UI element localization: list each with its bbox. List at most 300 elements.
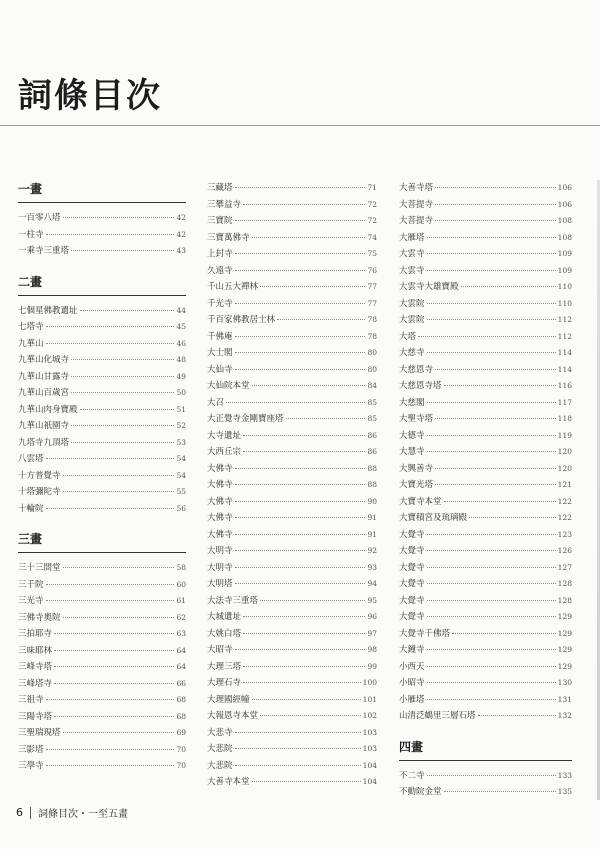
- entry-page-number: 131: [557, 694, 572, 704]
- toc-entry[interactable]: [18, 352, 186, 369]
- toc-entry[interactable]: [207, 230, 377, 247]
- toc-entry[interactable]: [18, 692, 186, 709]
- entry-page-number: 70: [176, 744, 186, 754]
- toc-entry[interactable]: [207, 428, 377, 445]
- toc-entry[interactable]: [399, 784, 572, 801]
- toc-entry[interactable]: [207, 477, 377, 494]
- dot-leader: [235, 303, 366, 304]
- toc-entry[interactable]: [18, 319, 186, 336]
- dot-leader: [235, 534, 366, 535]
- toc-entry[interactable]: [399, 543, 572, 560]
- entry-title: 九華山: [18, 338, 44, 349]
- entry-title: 千光寺: [207, 298, 233, 309]
- entry-page-number: 80: [367, 364, 377, 374]
- entry-title: 大德寺: [399, 430, 425, 441]
- entry-page-number: 112: [557, 331, 572, 341]
- entry-page-number: 114: [557, 364, 572, 374]
- entry-page-number: 46: [176, 338, 186, 348]
- toc-column-2: [207, 180, 377, 791]
- entry-title: 大善寺塔: [399, 183, 434, 193]
- dot-leader: [80, 310, 175, 311]
- dot-leader: [427, 682, 556, 683]
- entry-title: 七個星佛教遺址: [18, 305, 78, 316]
- toc-entry[interactable]: [399, 296, 572, 313]
- toc-entry[interactable]: [207, 708, 377, 725]
- toc-entry[interactable]: [18, 659, 186, 676]
- toc-entry[interactable]: [399, 230, 572, 247]
- dot-leader: [427, 550, 556, 551]
- toc-entry[interactable]: [399, 378, 572, 395]
- entry-title: 大鐘寺: [399, 645, 425, 655]
- dot-leader: [427, 237, 556, 238]
- entry-page-number: 51: [176, 404, 186, 414]
- dot-leader: [54, 633, 174, 634]
- entry-title: 三味耶林: [18, 645, 53, 656]
- entry-title: 九華山肉身寶殿: [18, 404, 78, 415]
- entry-page-number: 78: [367, 315, 377, 324]
- entry-title: 大覺寺: [399, 562, 425, 573]
- toc-entry[interactable]: [399, 527, 572, 544]
- dot-leader: [427, 649, 556, 650]
- entry-title: 大菩提寺: [399, 216, 434, 226]
- dot-leader: [46, 699, 175, 700]
- entry-page-number: 70: [176, 761, 186, 770]
- dot-leader: [243, 666, 365, 667]
- footer-separator: [30, 807, 31, 819]
- dot-leader: [418, 336, 556, 337]
- entry-page-number: 90: [367, 496, 377, 506]
- toc-entry[interactable]: [18, 501, 186, 518]
- entry-title: 大明塔: [207, 579, 233, 589]
- toc-entry[interactable]: [18, 210, 186, 227]
- entry-page-number: 118: [557, 414, 572, 423]
- toc-entry[interactable]: [18, 385, 186, 402]
- entry-page-number: 97: [367, 628, 377, 638]
- entry-page-number: 129: [557, 645, 572, 654]
- entry-title: 大法寺三重塔: [207, 595, 259, 606]
- toc-entry[interactable]: [399, 329, 572, 346]
- toc-entry[interactable]: [399, 477, 572, 494]
- toc-entry[interactable]: [399, 659, 572, 676]
- toc-entry[interactable]: [18, 303, 186, 320]
- dot-leader: [235, 484, 366, 485]
- toc-entry[interactable]: [399, 626, 572, 643]
- entry-title: 九塔寺九頂塔: [18, 437, 70, 448]
- toc-entry[interactable]: [18, 560, 186, 577]
- entry-page-number: 58: [176, 563, 186, 572]
- entry-page-number: 91: [367, 513, 377, 522]
- toc-entry[interactable]: [399, 345, 572, 362]
- toc-entry[interactable]: [207, 692, 377, 709]
- entry-title: 三寶院: [207, 216, 233, 226]
- toc-entry[interactable]: [18, 758, 186, 775]
- dot-leader: [452, 633, 556, 634]
- dot-leader: [71, 359, 174, 360]
- toc-entry[interactable]: [18, 451, 186, 468]
- dot-leader: [46, 600, 175, 601]
- toc-entry[interactable]: [207, 411, 377, 428]
- entry-title: 大昭寺: [207, 645, 233, 655]
- dot-leader: [235, 649, 366, 650]
- entry-page-number: 106: [557, 183, 572, 192]
- entry-title: 大悲院: [207, 744, 233, 754]
- entry-title: 大召: [207, 397, 225, 408]
- entry-page-number: 94: [367, 579, 377, 588]
- dot-leader: [226, 402, 365, 403]
- entry-page-number: 108: [557, 232, 572, 242]
- entry-page-number: 68: [176, 695, 186, 704]
- dot-leader: [235, 732, 361, 733]
- entry-title: 大明寺: [207, 562, 233, 573]
- toc-entry[interactable]: [207, 725, 377, 742]
- toc-entry[interactable]: [399, 593, 572, 610]
- entry-page-number: 129: [557, 628, 572, 638]
- entry-title: 大西丘宗: [207, 447, 242, 457]
- dot-leader: [243, 204, 365, 205]
- dot-leader: [435, 484, 556, 485]
- dot-leader: [478, 715, 556, 716]
- dot-leader: [260, 600, 365, 601]
- dot-leader: [71, 250, 174, 251]
- dot-leader: [235, 352, 366, 353]
- entry-page-number: 50: [176, 388, 186, 397]
- entry-page-number: 75: [367, 249, 377, 258]
- dot-leader: [243, 616, 365, 617]
- toc-section: [207, 180, 377, 791]
- entry-page-number: 43: [176, 246, 186, 255]
- toc-entry[interactable]: [399, 428, 572, 445]
- entry-page-number: 68: [176, 711, 186, 721]
- entry-title: 十方普覺寺: [18, 470, 61, 481]
- dot-leader: [235, 517, 366, 518]
- toc-entry[interactable]: [207, 741, 377, 758]
- entry-title: 十輪院: [18, 503, 44, 514]
- entry-title: 大寶光塔: [399, 480, 434, 490]
- toc-entry[interactable]: [18, 577, 186, 594]
- entry-page-number: 86: [367, 447, 377, 456]
- entry-title: 大慈恩寺: [399, 364, 434, 375]
- entry-page-number: 109: [557, 249, 572, 258]
- toc-entry[interactable]: [207, 312, 377, 329]
- dot-leader: [427, 699, 556, 700]
- entry-title: 大慈寺: [399, 348, 425, 358]
- entry-page-number: 102: [362, 711, 377, 720]
- entry-page-number: 44: [176, 305, 186, 315]
- entry-title: 三千院: [18, 579, 44, 590]
- dot-leader: [71, 392, 174, 393]
- dot-leader: [235, 468, 366, 469]
- toc-entry[interactable]: [207, 362, 377, 379]
- dot-leader: [243, 451, 365, 452]
- toc-entry[interactable]: [18, 418, 186, 435]
- dot-leader: [46, 584, 175, 585]
- dot-leader: [427, 270, 556, 271]
- dot-leader: [80, 409, 175, 410]
- page-footer: [16, 805, 128, 820]
- entry-page-number: 122: [557, 513, 572, 522]
- toc-entry[interactable]: [399, 675, 572, 692]
- entry-page-number: 74: [367, 232, 377, 242]
- entry-title: 三佛寺奧院: [18, 612, 61, 623]
- entry-page-number: 64: [176, 645, 186, 655]
- entry-title: 千山五大禪林: [207, 282, 259, 292]
- entry-page-number: 135: [557, 787, 572, 796]
- toc-entry[interactable]: [18, 227, 186, 244]
- footer-label: 詞條目次・一至五畫: [38, 809, 128, 820]
- entry-page-number: 72: [367, 216, 377, 225]
- entry-title: 大塔: [399, 331, 417, 342]
- toc-entry[interactable]: [207, 197, 377, 214]
- dot-leader: [46, 749, 175, 750]
- toc-entry[interactable]: [207, 543, 377, 560]
- dot-leader: [243, 633, 365, 634]
- toc-entry[interactable]: [399, 362, 572, 379]
- entry-title: 大城遺址: [207, 612, 242, 622]
- entry-page-number: 48: [176, 355, 186, 364]
- toc-entry[interactable]: [399, 263, 572, 280]
- dot-leader: [444, 791, 556, 792]
- toc-entry[interactable]: [18, 742, 186, 759]
- entry-title: 不動院金堂: [399, 787, 442, 797]
- toc-entry[interactable]: [207, 279, 377, 296]
- toc-column-3: [399, 180, 572, 801]
- entry-title: 大正覺寺金剛寶座塔: [207, 414, 284, 424]
- toc-entry[interactable]: [207, 180, 377, 197]
- entry-title: 大佛寺: [207, 529, 233, 540]
- toc-section: [18, 530, 186, 775]
- entry-title: 小昭寺: [399, 678, 425, 688]
- dot-leader: [252, 237, 366, 238]
- entry-title: 大慈恩寺塔: [399, 381, 442, 391]
- toc-entry[interactable]: [399, 411, 572, 428]
- entry-title: 三影塔: [18, 744, 44, 755]
- dot-leader: [71, 442, 174, 443]
- entry-page-number: 103: [362, 727, 377, 737]
- dot-leader: [235, 501, 366, 502]
- toc-entry[interactable]: [18, 643, 186, 660]
- dot-leader: [46, 508, 175, 509]
- toc-entry[interactable]: [207, 246, 377, 263]
- toc-entry[interactable]: [18, 369, 186, 386]
- entry-title: 大聖寺塔: [399, 414, 434, 424]
- entry-title: 大寶寺本堂: [399, 496, 442, 507]
- toc-entry[interactable]: [207, 263, 377, 280]
- toc-entry[interactable]: [207, 626, 377, 643]
- entry-page-number: 96: [367, 612, 377, 621]
- dot-leader: [46, 343, 175, 344]
- entry-title: 大理石寺: [207, 678, 242, 688]
- dot-leader: [277, 319, 365, 320]
- dot-leader: [46, 326, 175, 327]
- entry-page-number: 62: [176, 612, 186, 622]
- toc-entry[interactable]: [399, 576, 572, 593]
- dot-leader: [63, 617, 175, 618]
- toc-entry[interactable]: [399, 279, 572, 296]
- toc-entry[interactable]: [18, 676, 186, 693]
- dot-leader: [54, 716, 174, 717]
- dot-leader: [54, 683, 174, 684]
- entry-page-number: 132: [557, 711, 572, 720]
- entry-title: 大仙院本堂: [207, 381, 250, 391]
- toc-entry[interactable]: [18, 709, 186, 726]
- entry-title: 大士閣: [207, 348, 233, 358]
- entry-page-number: 106: [557, 199, 572, 209]
- entry-title: 大雲寺大雄寶殿: [399, 282, 459, 292]
- dot-leader: [63, 491, 175, 492]
- toc-entry[interactable]: [207, 378, 377, 395]
- toc-entry[interactable]: [399, 642, 572, 659]
- toc-entry[interactable]: [207, 642, 377, 659]
- entry-title: 小雁塔: [399, 694, 425, 705]
- toc-entry[interactable]: [207, 213, 377, 230]
- toc-entry[interactable]: [18, 468, 186, 485]
- entry-page-number: 64: [176, 662, 186, 671]
- toc-entry[interactable]: [18, 593, 186, 610]
- toc-entry[interactable]: [399, 692, 572, 709]
- toc-entry[interactable]: [207, 774, 377, 791]
- toc-entry[interactable]: [207, 395, 377, 412]
- dot-leader: [427, 616, 556, 617]
- entry-page-number: 121: [557, 480, 572, 489]
- toc-entry[interactable]: [207, 758, 377, 775]
- toc-entry[interactable]: [18, 402, 186, 419]
- toc-entry[interactable]: [399, 461, 572, 478]
- entry-page-number: 54: [176, 470, 186, 480]
- entry-page-number: 45: [176, 322, 186, 331]
- entry-title: 三拍耶寺: [18, 629, 53, 639]
- entry-title: 大覺寺千佛塔: [399, 628, 451, 639]
- dot-leader: [444, 385, 556, 386]
- dot-leader: [427, 600, 556, 601]
- toc-entry[interactable]: [18, 626, 186, 643]
- entry-title: 大明寺: [207, 546, 233, 556]
- toc-entry[interactable]: [207, 560, 377, 577]
- dot-leader: [461, 286, 556, 287]
- entry-title: 三學寺: [18, 761, 44, 771]
- toc-entry[interactable]: [18, 610, 186, 627]
- toc-entry[interactable]: [399, 510, 572, 527]
- toc-entry[interactable]: [399, 768, 572, 785]
- entry-page-number: 60: [176, 579, 186, 589]
- dot-leader: [427, 402, 556, 403]
- entry-page-number: 108: [557, 216, 572, 225]
- toc-entry[interactable]: [399, 180, 572, 197]
- toc-entry[interactable]: [399, 609, 572, 626]
- entry-page-number: 101: [362, 694, 377, 704]
- toc-entry[interactable]: [18, 725, 186, 742]
- entry-page-number: 54: [176, 454, 186, 463]
- page-number: 6: [16, 806, 23, 819]
- entry-page-number: 52: [176, 421, 186, 430]
- entry-title: 大雲院: [399, 298, 425, 309]
- entry-title: 大覺寺: [399, 546, 425, 556]
- toc-entry[interactable]: [207, 659, 377, 676]
- toc-entry[interactable]: [207, 296, 377, 313]
- toc-entry[interactable]: [18, 484, 186, 501]
- entry-page-number: 85: [367, 397, 377, 407]
- dot-leader: [427, 253, 556, 254]
- toc-entry[interactable]: [18, 435, 186, 452]
- toc-entry[interactable]: [207, 576, 377, 593]
- toc-section: [399, 738, 572, 801]
- entry-title: 大雲寺: [399, 249, 425, 259]
- entry-title: 大悲寺: [207, 727, 233, 738]
- dot-leader: [252, 385, 366, 386]
- toc-entry[interactable]: [207, 527, 377, 544]
- toc-entry[interactable]: [399, 197, 572, 214]
- toc-entry[interactable]: [399, 246, 572, 263]
- entry-page-number: 98: [367, 645, 377, 654]
- entry-title: 大覺寺: [399, 579, 425, 589]
- entry-title: 大佛寺: [207, 496, 233, 507]
- entry-page-number: 109: [557, 265, 572, 275]
- entry-page-number: 86: [367, 430, 377, 440]
- dot-leader: [252, 781, 361, 782]
- entry-page-number: 114: [557, 348, 572, 357]
- entry-page-number: 104: [362, 760, 377, 770]
- toc-entry[interactable]: [207, 329, 377, 346]
- entry-page-number: 95: [367, 595, 377, 605]
- toc-entry[interactable]: [207, 345, 377, 362]
- toc-column-1: [18, 180, 186, 775]
- dot-leader: [444, 501, 556, 502]
- entry-page-number: 53: [176, 437, 186, 447]
- entry-title: 三寶萬佛寺: [207, 232, 250, 243]
- toc-entry[interactable]: [399, 494, 572, 511]
- toc-entry[interactable]: [399, 395, 572, 412]
- toc-entry[interactable]: [207, 593, 377, 610]
- entry-page-number: 130: [557, 678, 572, 687]
- toc-entry[interactable]: [207, 510, 377, 527]
- entry-page-number: 88: [367, 480, 377, 489]
- section-heading: 三畫: [18, 530, 186, 553]
- toc-entry[interactable]: [18, 243, 186, 260]
- toc-entry[interactable]: [399, 560, 572, 577]
- entry-page-number: 128: [557, 595, 572, 605]
- dot-leader: [54, 650, 174, 651]
- entry-title: 大佛寺: [207, 513, 233, 523]
- dot-leader: [427, 583, 556, 584]
- entry-title: 大善寺本堂: [207, 777, 250, 787]
- entry-title: 千佛庵: [207, 331, 233, 342]
- toc-entry[interactable]: [18, 336, 186, 353]
- toc-entry[interactable]: [207, 461, 377, 478]
- toc-entry[interactable]: [207, 494, 377, 511]
- toc-entry[interactable]: [207, 609, 377, 626]
- entry-page-number: 117: [557, 397, 572, 407]
- toc-entry[interactable]: [399, 312, 572, 329]
- entry-title: 九華山百歲宮: [18, 388, 70, 398]
- entry-title: 八雲塔: [18, 454, 44, 464]
- dot-leader: [427, 352, 556, 353]
- toc-entry[interactable]: [399, 708, 572, 725]
- entry-title: 三藏塔: [207, 183, 233, 193]
- entry-title: 七塔寺: [18, 322, 44, 332]
- dot-leader: [260, 715, 361, 716]
- entry-page-number: 71: [367, 183, 377, 192]
- toc-entry[interactable]: [399, 213, 572, 230]
- entry-page-number: 63: [176, 629, 186, 638]
- toc-section: [18, 180, 186, 260]
- dot-leader: [427, 435, 556, 436]
- entry-title: 大覺寺: [399, 612, 425, 622]
- toc-entry[interactable]: [399, 444, 572, 461]
- entry-title: 山清泛鶴里三層石塔: [399, 711, 476, 721]
- dot-leader: [46, 234, 175, 235]
- toc-entry[interactable]: [207, 675, 377, 692]
- dot-leader: [427, 319, 556, 320]
- toc-entry[interactable]: [207, 444, 377, 461]
